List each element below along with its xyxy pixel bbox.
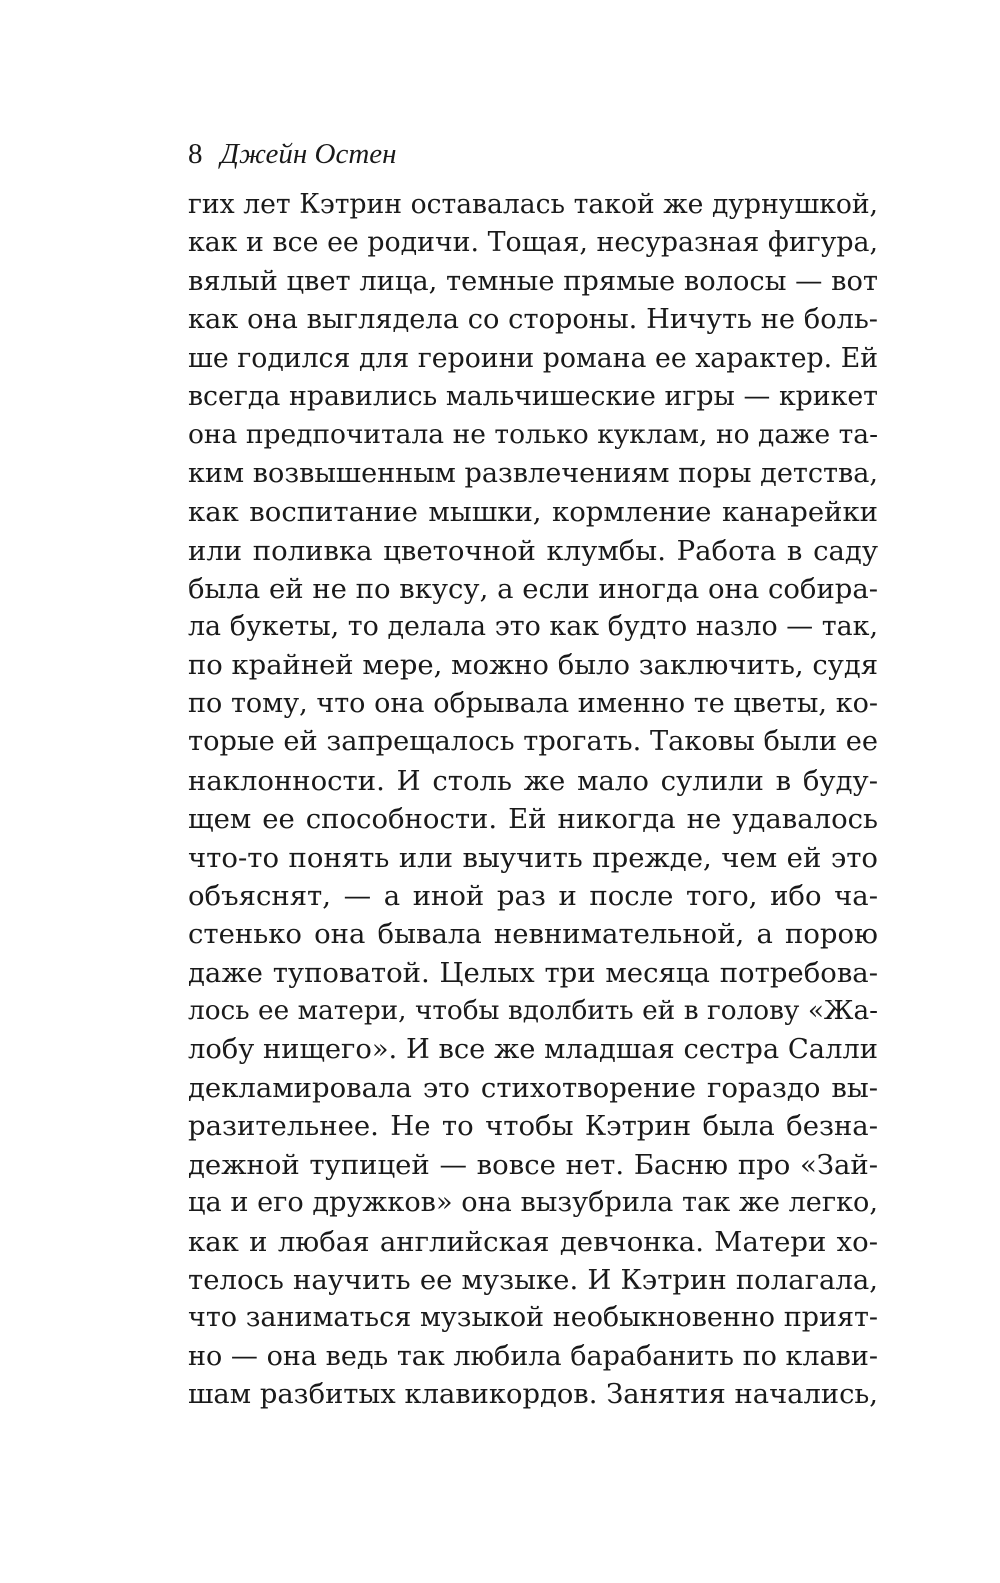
text-line: стенько она бывала невнимательной, а порою <box>188 918 878 951</box>
text-line: что заниматься музыкой необыкновенно прият- <box>188 1302 878 1334</box>
text-line: но — она ведь так любила барабанить по клави- <box>188 1340 878 1372</box>
text-line: она предпочитала не только куклам, но даже та- <box>188 419 878 451</box>
body-text <box>188 186 878 1415</box>
text-line: как и все ее родичи. Тощая, несуразная фигура, <box>188 227 878 259</box>
text-line: наклонности. И столь же мало сулили в буду- <box>188 764 878 797</box>
text-line: ла букеты, то делала это как будто назло — так, <box>188 611 878 643</box>
text-line: даже туповатой. Целых три месяца потребова- <box>188 956 878 989</box>
text-line: как она выглядела со стороны. Ничуть не боль- <box>188 304 878 336</box>
text-line: или поливка цветочной клумбы. Работа в саду <box>188 534 878 567</box>
running-head <box>188 132 397 176</box>
text-line: объяснят, — а иной раз и после того, ибо ча- <box>188 880 878 913</box>
text-line: ше годился для героини романа ее характер. Ей <box>188 342 878 374</box>
text-line: ким возвышенным развлечениям поры детства, <box>188 457 878 489</box>
text-line: по тому, что она обрывала именно те цветы, ко- <box>188 688 878 720</box>
text-line: по крайней мере, можно было заключить, судя <box>188 649 878 681</box>
text-line: шам разбитых клавикордов. Занятия начались, <box>188 1379 878 1411</box>
author-name: Джейн Остен <box>220 138 397 170</box>
text-line: что-то понять или выучить прежде, чем ей это <box>188 841 878 874</box>
text-line: лобу нищего». И все же младшая сестра Салли <box>188 1033 878 1065</box>
text-line: как воспитание мышки, кормление канарейки <box>188 496 878 529</box>
text-line: была ей не по вкусу, а если иногда она собира- <box>188 572 878 605</box>
text-line: телось научить ее музыке. И Кэтрин полагала, <box>188 1263 878 1296</box>
text-line: дежной тупицей — вовсе нет. Басню про «Зай- <box>188 1148 878 1181</box>
text-line: ца и его дружков» она вызубрила так же легко, <box>188 1187 878 1219</box>
text-line: торые ей запрещалось трогать. Таковы были ее <box>188 726 878 758</box>
text-line: щем ее способности. Ей никогда не удавалось <box>188 803 878 836</box>
text-line: гих лет Кэтрин оставалась такой же дурнушкой, <box>188 189 878 220</box>
text-line: как и любая английская девчонка. Матери хо- <box>188 1225 878 1258</box>
text-line: вялый цвет лица, темные прямые волосы — вот <box>188 265 878 297</box>
text-line: разительнее. Не то чтобы Кэтрин была безна- <box>188 1110 878 1143</box>
text-line: декламировала это стихотворение гораздо вы- <box>188 1071 878 1104</box>
text-line: лось ее матери, чтобы вдолбить ей в голову «Жа- <box>188 996 878 1027</box>
page-number: 8 <box>188 138 203 170</box>
text-line: всегда нравились мальчишеские игры — крикет <box>188 380 878 412</box>
